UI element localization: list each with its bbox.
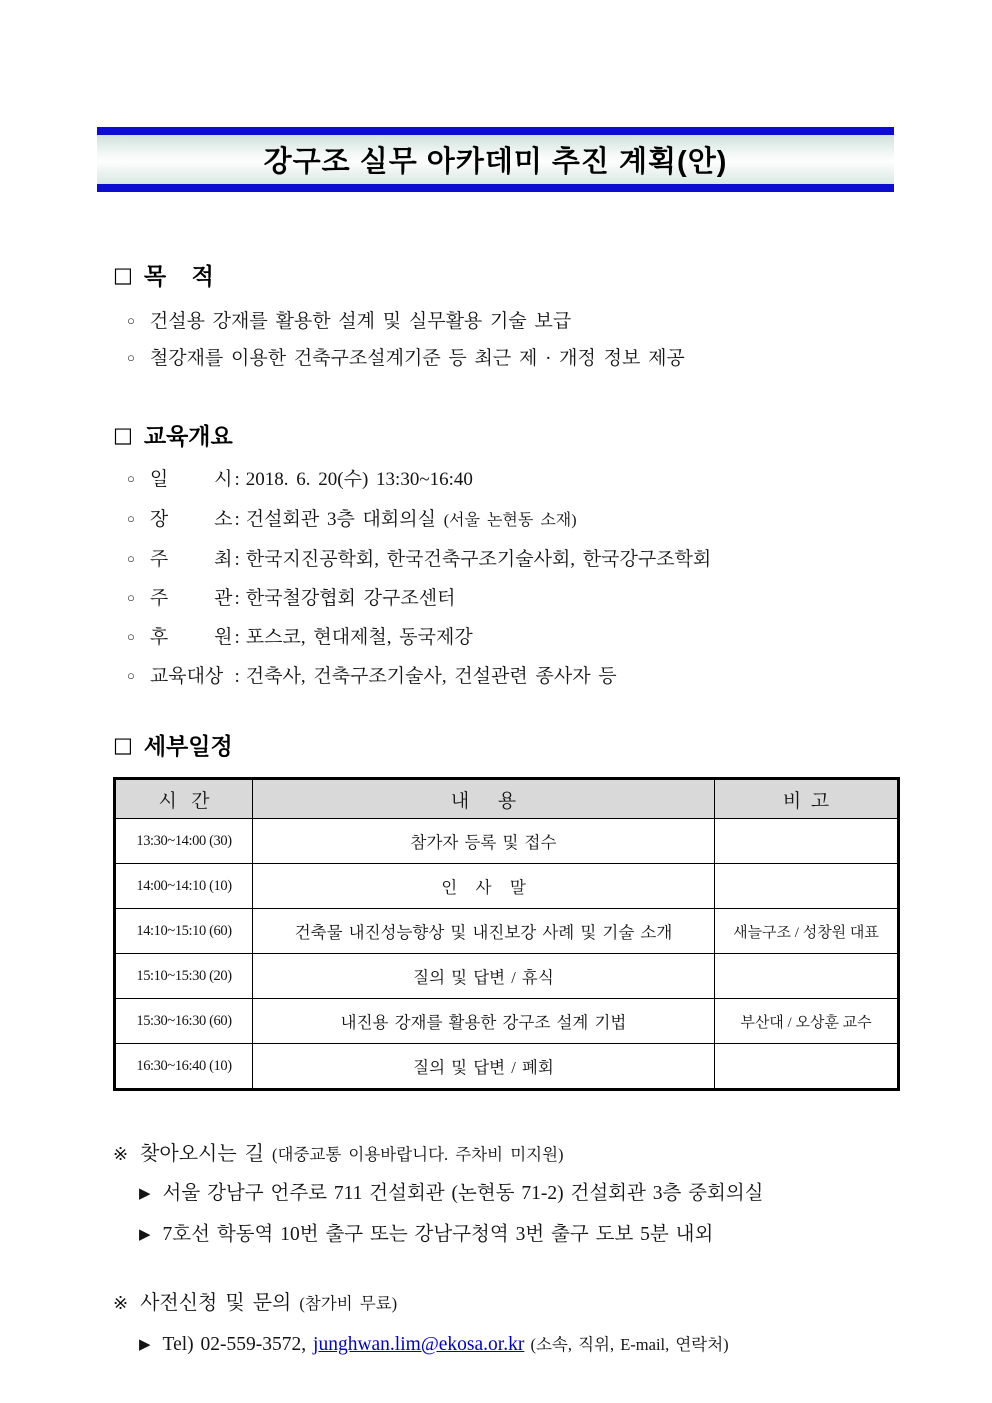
overview-item bbox=[127, 547, 897, 573]
overview-item-colon: : bbox=[234, 549, 240, 570]
purpose-item bbox=[127, 309, 897, 335]
overview-item-text bbox=[150, 664, 617, 690]
square-bullet-icon: □ bbox=[113, 733, 133, 757]
triangle-bullet-icon: ▶ bbox=[139, 1337, 151, 1353]
purpose-item-text: 철강재를 이용한 건축구조설계기준 등 최근 제 · 개정 정보 제공 bbox=[149, 348, 685, 369]
overview-item-label: 장 소 bbox=[149, 509, 233, 530]
directions-item-text: 7호선 학동역 10번 출구 또는 강남구청역 3번 출구 도보 5분 내외 bbox=[162, 1224, 714, 1245]
overview-item bbox=[127, 625, 897, 651]
banner-bottom-bar bbox=[97, 184, 894, 192]
overview-item bbox=[127, 507, 897, 534]
schedule-note: 부산대 / 오상훈 교수 bbox=[715, 999, 899, 1044]
overview-item-colon: : bbox=[234, 469, 240, 490]
overview-item-note: (서울 논현동 소재) bbox=[443, 512, 577, 529]
schedule-note bbox=[715, 864, 899, 909]
contact-heading-text bbox=[140, 1286, 397, 1315]
directions-heading-label: 찾아오시는 길 bbox=[140, 1143, 265, 1165]
column-header-time: 시 간 bbox=[115, 779, 253, 819]
schedule-content: 인 사 말 bbox=[253, 864, 715, 909]
overview-item-text bbox=[150, 467, 481, 494]
square-bullet-icon: □ bbox=[113, 263, 133, 287]
schedule-note: 새늘구조 / 성창원 대표 bbox=[715, 909, 899, 954]
overview-item-label: 후 원 bbox=[149, 627, 233, 648]
schedule-row bbox=[115, 999, 899, 1044]
column-header-content: 내 용 bbox=[253, 779, 715, 819]
schedule-header-row bbox=[115, 779, 899, 819]
overview-item-text bbox=[150, 625, 473, 651]
schedule-row bbox=[115, 1044, 899, 1090]
overview-item-value: 건설회관 3층 대회의실 bbox=[245, 509, 436, 530]
overview-item-colon: : bbox=[234, 509, 240, 530]
document-content bbox=[113, 258, 897, 1360]
schedule-time: 14:00~14:10 (10) bbox=[115, 864, 253, 909]
schedule-heading-label: 세부일정 bbox=[143, 733, 233, 759]
directions-item bbox=[139, 1180, 897, 1209]
contact-tel: Tel) 02-559-3572, bbox=[162, 1334, 314, 1355]
contact-heading-note: (참가비 무료) bbox=[299, 1294, 398, 1313]
page-title: 강구조 실무 아카데미 추진 계획(안) bbox=[263, 146, 728, 178]
schedule-time: 15:30~16:30 (60) bbox=[115, 999, 253, 1044]
schedule-time: 15:10~15:30 (20) bbox=[115, 954, 253, 999]
square-bullet-icon: □ bbox=[113, 423, 133, 447]
schedule-content: 내진용 강재를 활용한 강구조 설계 기법 bbox=[253, 999, 715, 1044]
contact-item-text bbox=[163, 1331, 729, 1358]
overview-item bbox=[127, 467, 897, 494]
schedule-note bbox=[715, 954, 899, 999]
contact-email-link[interactable]: junghwan.lim@ekosa.or.kr bbox=[313, 1334, 525, 1355]
directions-heading bbox=[113, 1137, 897, 1166]
overview-item bbox=[127, 586, 897, 612]
schedule-content: 질의 및 답변 / 폐회 bbox=[253, 1044, 715, 1090]
section-heading-schedule bbox=[113, 728, 897, 761]
schedule-row bbox=[115, 819, 899, 864]
overview-item-colon: : bbox=[234, 666, 240, 687]
directions-item-text: 서울 강남구 언주로 711 건설회관 (논현동 71-2) 건설회관 3층 중회의실 bbox=[162, 1183, 764, 1204]
schedule-time: 13:30~14:00 (30) bbox=[115, 819, 253, 864]
overview-item-label: 교육대상 bbox=[149, 666, 224, 687]
overview-item-value: 2018. 6. 20(수) 13:30~16:40 bbox=[245, 469, 473, 490]
overview-item-colon: : bbox=[234, 627, 240, 648]
directions-heading-text bbox=[140, 1137, 563, 1166]
reference-mark-icon: ※ bbox=[113, 1293, 129, 1313]
circle-bullet-icon: ○ bbox=[127, 668, 135, 683]
title-banner bbox=[97, 127, 894, 192]
schedule-content: 참가자 등록 및 접수 bbox=[253, 819, 715, 864]
banner-body bbox=[97, 135, 894, 184]
schedule-table bbox=[113, 777, 900, 1091]
overview-item-label: 일 시 bbox=[149, 469, 233, 490]
banner-top-bar bbox=[97, 127, 894, 135]
schedule-note bbox=[715, 819, 899, 864]
schedule-time: 16:30~16:40 (10) bbox=[115, 1044, 253, 1090]
contact-suffix: (소속, 직위, E-mail, 연락처) bbox=[524, 1335, 729, 1354]
contact-heading-label: 사전신청 및 문의 bbox=[140, 1292, 292, 1314]
schedule-content: 질의 및 답변 / 휴식 bbox=[253, 954, 715, 999]
overview-item-text bbox=[150, 547, 711, 573]
overview-item-value: 한국철강협회 강구조센터 bbox=[245, 588, 456, 609]
overview-item-text bbox=[150, 507, 577, 534]
circle-bullet-icon: ○ bbox=[127, 511, 135, 526]
schedule-content: 건축물 내진성능향상 및 내진보강 사례 및 기술 소개 bbox=[253, 909, 715, 954]
circle-bullet-icon: ○ bbox=[127, 590, 135, 605]
schedule-row bbox=[115, 954, 899, 999]
overview-item-text bbox=[150, 586, 456, 612]
overview-heading-label: 교육개요 bbox=[143, 423, 233, 449]
circle-bullet-icon: ○ bbox=[127, 471, 135, 486]
overview-item-colon: : bbox=[234, 588, 240, 609]
purpose-list bbox=[113, 309, 897, 372]
directions-item bbox=[139, 1221, 897, 1250]
overview-item-label: 주 최 bbox=[149, 549, 233, 570]
column-header-note: 비 고 bbox=[715, 779, 899, 819]
schedule-row bbox=[115, 909, 899, 954]
purpose-item-text: 건설용 강재를 활용한 설계 및 실무활용 기술 보급 bbox=[149, 311, 572, 332]
overview-item-label: 주 관 bbox=[149, 588, 233, 609]
triangle-bullet-icon: ▶ bbox=[139, 1186, 151, 1202]
overview-item-value: 건축사, 건축구조기술사, 건설관련 종사자 등 bbox=[245, 666, 617, 687]
schedule-row bbox=[115, 864, 899, 909]
circle-bullet-icon: ○ bbox=[127, 350, 135, 365]
section-heading-purpose bbox=[113, 258, 897, 291]
schedule-note bbox=[715, 1044, 899, 1090]
directions-list bbox=[113, 1180, 897, 1250]
schedule-time: 14:10~15:10 (60) bbox=[115, 909, 253, 954]
circle-bullet-icon: ○ bbox=[127, 313, 135, 328]
circle-bullet-icon: ○ bbox=[127, 551, 135, 566]
overview-item-value: 한국지진공학회, 한국건축구조기술사회, 한국강구조학회 bbox=[245, 549, 712, 570]
directions-heading-note: (대중교통 이용바랍니다. 주차비 미지원) bbox=[272, 1145, 564, 1164]
overview-item-value: 포스코, 현대제철, 동국제강 bbox=[245, 627, 473, 648]
overview-item bbox=[127, 664, 897, 690]
contact-heading bbox=[113, 1286, 897, 1315]
purpose-heading-label: 목 적 bbox=[143, 263, 214, 289]
overview-list bbox=[113, 467, 897, 690]
contact-item bbox=[139, 1331, 897, 1360]
reference-mark-icon: ※ bbox=[113, 1144, 129, 1164]
section-heading-overview bbox=[113, 418, 897, 451]
purpose-item bbox=[127, 346, 897, 372]
circle-bullet-icon: ○ bbox=[127, 629, 135, 644]
contact-list bbox=[113, 1331, 897, 1360]
triangle-bullet-icon: ▶ bbox=[139, 1227, 151, 1243]
